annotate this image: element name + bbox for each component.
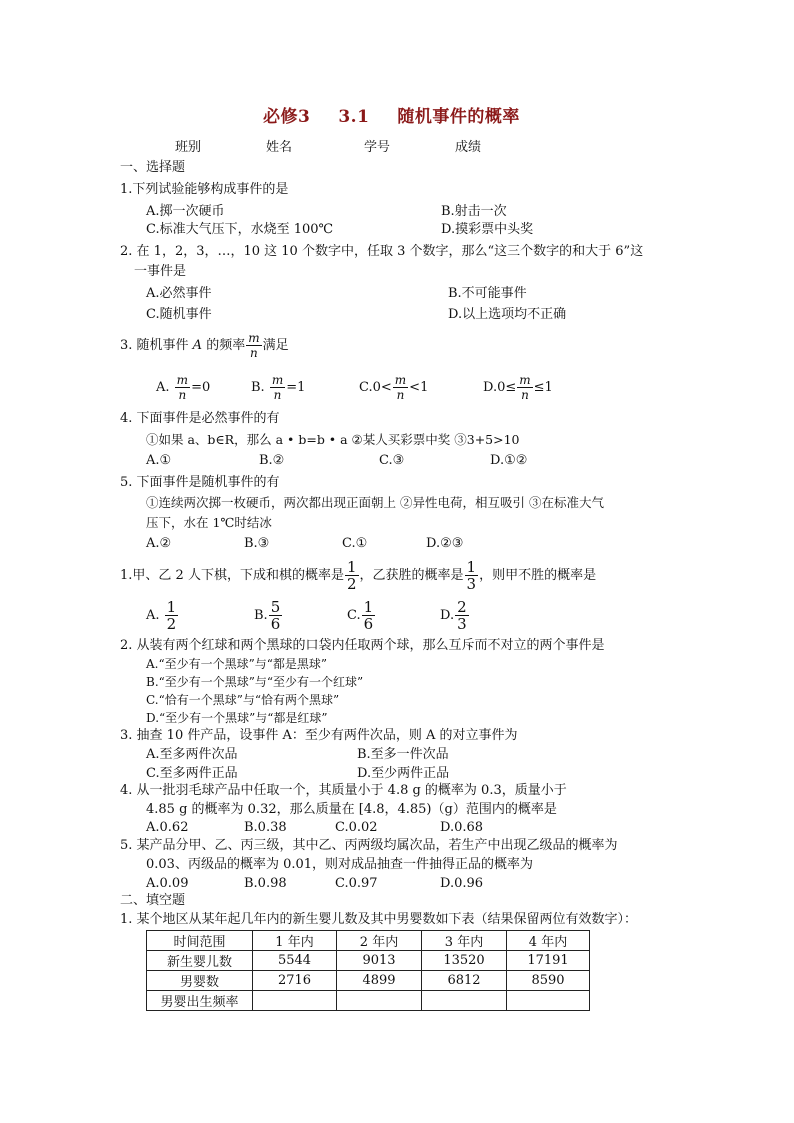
option-b: B.②: [259, 453, 285, 468]
fraction-one-third: $\frac{1}{3}$: [466, 558, 477, 593]
table-header-cell: 4 年内: [507, 931, 590, 951]
question-stem: 1.下列试验能够构成事件的是: [120, 182, 289, 197]
question-stem-cont: 4.85 g 的概率为 0.32，那么质量在 [4.8，4.85)（g）范围内的概率是: [146, 802, 557, 817]
question-stem: 4. 从一批羽毛球产品中任取一个，其质量小于 4.8 g 的概率为 0.3，质量小于: [120, 783, 567, 798]
option-c: C.0.97: [335, 876, 378, 891]
option-b: B. $\frac{5}{6}$: [254, 598, 281, 633]
table-cell: 6812: [422, 971, 507, 991]
option-d: D.0≤ $\frac{m}{n}$ ≤1: [483, 373, 553, 402]
page-title: [263, 108, 520, 126]
option-a: A.0.62: [146, 820, 189, 835]
option-c: C.③: [379, 453, 405, 468]
question-condition: ①连续两次掷一枚硬币，两次都出现正面朝上 ②异性电荷，相互吸引 ③在标准大气: [146, 495, 604, 510]
option-a: A. $\frac{m}{n}$ =0: [156, 373, 211, 402]
table-cell: 9013: [337, 951, 422, 971]
option-d: D. $\frac{2}{3}$: [440, 598, 467, 633]
option-b: B.0.38: [244, 820, 287, 835]
option-c: C.至多两件正品: [146, 766, 238, 781]
option-d: D.摸彩票中头奖: [441, 222, 534, 237]
fraction-one-half: $\frac{1}{2}$: [346, 558, 357, 593]
option-d: D.0.68: [440, 820, 484, 835]
option-d: D.“至少有一个黑球”与“都是红球”: [146, 711, 328, 725]
table-row: [147, 951, 590, 971]
birth-data-table: [146, 930, 590, 1011]
option-a: A.“至少有一个黑球”与“都是黑球”: [146, 657, 328, 671]
option-b: B.不可能事件: [448, 286, 527, 301]
title-book: 必修3: [263, 107, 311, 127]
table-cell: 8590: [507, 971, 590, 991]
question-stem: 1. 某个地区从某年起几年内的新生婴儿数及其中男婴数如下表（结果保留两位有效数字）：: [120, 912, 638, 927]
option-a: A.掷一次硬币: [146, 204, 225, 219]
section-heading: 一、选择题: [120, 160, 186, 175]
fraction-m-over-n: $\frac{m}{n}$: [248, 331, 260, 360]
table-cell: 男婴出生频率: [147, 991, 253, 1011]
title-section: 3.1: [338, 107, 370, 127]
option-d: D.①②: [490, 453, 528, 468]
question-stem: 4. 下面事件是必然事件的有: [120, 411, 280, 426]
question-stem: 1.甲、乙 2 人下棋，下成和棋的概率是 $\frac{1}{2}$ ，乙获胜的概率是 $\frac{1}{3}$ ，则甲不胜的概率是: [120, 558, 597, 593]
option-c: C.“恰有一个黑球”与“恰有两个黑球”: [146, 693, 340, 707]
question-stem: 5. 某产品分甲、乙、丙三级，其中乙、丙两级均属次品，若生产中出现乙级品的概率为: [120, 838, 618, 853]
student-info-header: [0, 139, 794, 157]
name-label: 姓名: [266, 140, 293, 155]
option-d: D.②③: [426, 536, 464, 551]
table-cell-blank: [337, 991, 422, 1011]
option-c: C.标准大气压下，水烧至 100℃: [146, 222, 334, 237]
option-c: C.①: [342, 536, 368, 551]
question-stem-cont: 一事件是: [134, 264, 187, 279]
table-cell: 5544: [253, 951, 337, 971]
table-cell: 17191: [507, 951, 590, 971]
option-c: C.随机事件: [146, 307, 212, 322]
option-a: A.①: [146, 453, 172, 468]
table-header-cell: 时间范围: [147, 931, 253, 951]
score-label: 成绩: [455, 140, 482, 155]
option-a: A.必然事件: [146, 286, 212, 301]
option-a: A.0.09: [146, 876, 189, 891]
option-c: C.0< $\frac{m}{n}$ <1: [359, 373, 429, 402]
class-label: 班别: [175, 140, 202, 155]
option-b: B.至多一件次品: [357, 747, 449, 762]
table-cell-blank: [253, 991, 337, 1011]
option-b: B. $\frac{m}{n}$ =1: [251, 373, 306, 402]
table-header-cell: 3 年内: [422, 931, 507, 951]
question-stem: 3. 随机事件 A 的频率 $\frac{m}{n}$ 满足: [120, 331, 289, 360]
option-b: B.0.98: [244, 876, 287, 891]
question-stem: 5. 下面事件是随机事件的有: [120, 475, 280, 490]
option-c: C. $\frac{1}{6}$: [347, 598, 374, 633]
question-stem: 3. 抽查 10 件产品，设事件 A：至少有两件次品，则 A 的对立事件为: [120, 728, 518, 743]
option-b: B.③: [244, 536, 270, 551]
table-cell: 13520: [422, 951, 507, 971]
question-condition: ①如果 a、b∈R，那么 a • b=b • a ②某人买彩票中奖 ③3+5>10: [146, 432, 520, 447]
table-row: [147, 991, 590, 1011]
question-stem: 2. 在 1，2，3，…，10 这 10 个数字中，任取 3 个数字，那么“这三个数字的和大于 6”这: [120, 244, 644, 259]
table-row: [147, 971, 590, 991]
question-stem-cont: 0.03、丙级品的概率为 0.01，则对成品抽查一件抽得正品的概率为: [146, 857, 534, 872]
table-header-cell: 2 年内: [337, 931, 422, 951]
title-topic: 随机事件的概率: [397, 107, 520, 127]
table-header-cell: 1 年内: [253, 931, 337, 951]
table-cell: 2716: [253, 971, 337, 991]
question-stem: 2. 从装有两个红球和两个黑球的口袋内任取两个球，那么互斥而不对立的两个事件是: [120, 638, 605, 653]
option-a: A.至多两件次品: [146, 747, 238, 762]
option-b: B.“至少有一个黑球”与“至少有一个红球”: [146, 675, 364, 689]
table-cell: 男婴数: [147, 971, 253, 991]
option-d: D.0.96: [440, 876, 484, 891]
table-cell-blank: [422, 991, 507, 1011]
question-condition-cont: 压下，水在 1℃时结冰: [146, 515, 272, 530]
table-cell: 4899: [337, 971, 422, 991]
option-d: D.以上选项均不正确: [448, 307, 567, 322]
option-b: B.射击一次: [441, 204, 507, 219]
section-heading: 二、填空题: [120, 893, 186, 908]
option-c: C.0.02: [335, 820, 378, 835]
option-a: A.②: [146, 536, 172, 551]
table-cell: 新生婴儿数: [147, 951, 253, 971]
option-a: A. $\frac{1}{2}$: [146, 598, 177, 633]
option-d: D.至少两件正品: [357, 766, 450, 781]
table-header-row: [147, 931, 590, 951]
table-cell-blank: [507, 991, 590, 1011]
student-id-label: 学号: [364, 140, 391, 155]
